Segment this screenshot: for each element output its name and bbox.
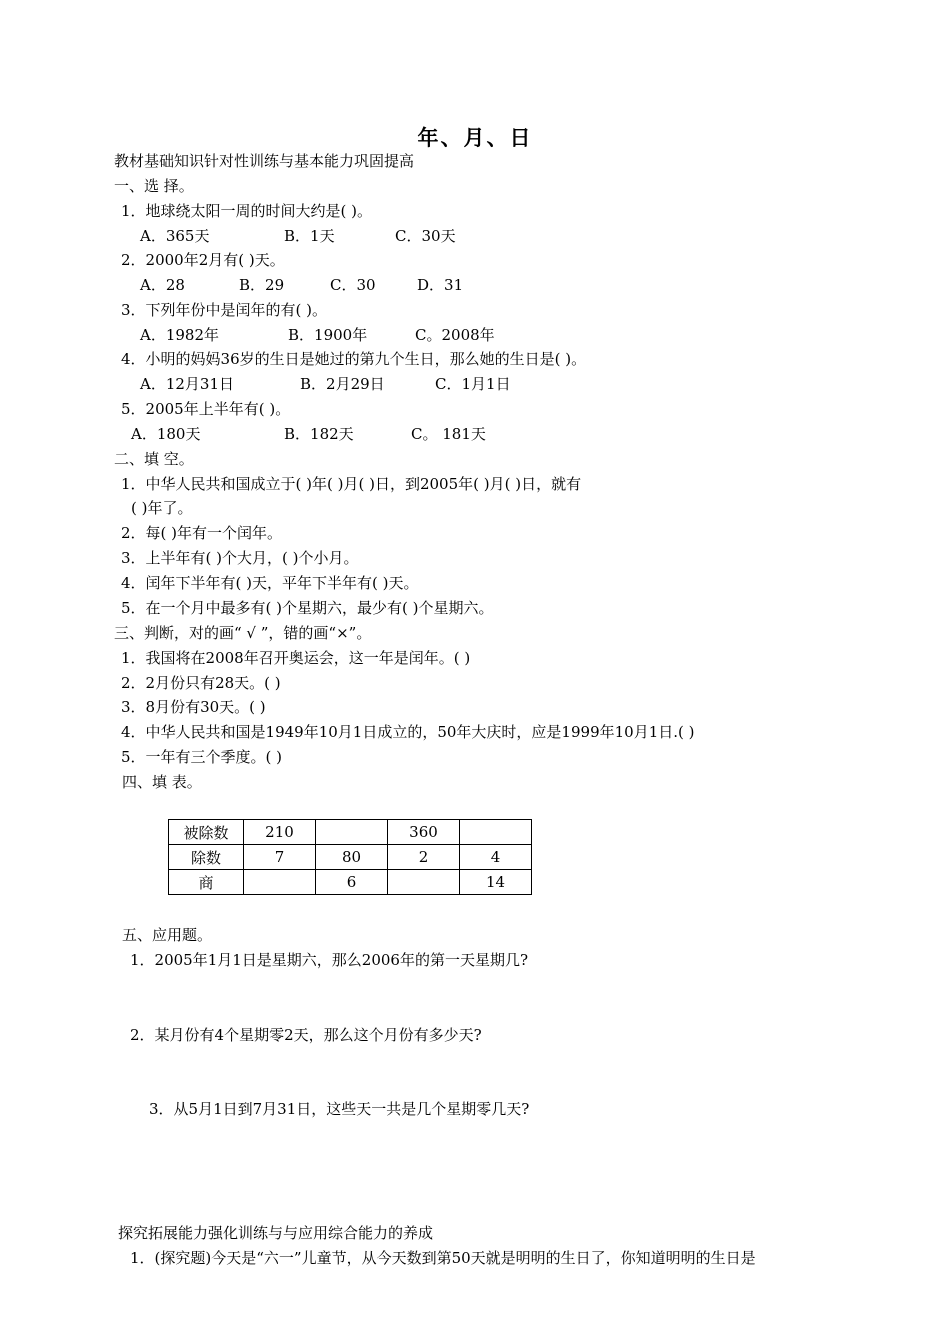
s1-q3-text: 3．下列年份中是闰年的有( )。 bbox=[121, 301, 328, 319]
section5-heading: 五、应用题。 bbox=[122, 926, 213, 944]
s1-q5-option-a: A．180天 bbox=[131, 425, 201, 443]
s1-q5-option-c: C。 181天 bbox=[411, 425, 486, 443]
s1-q3-option-a: A．1982年 bbox=[140, 326, 220, 344]
s3-q3-text: 3．8月份有30天。( ) bbox=[121, 698, 266, 716]
table-cell: 14 bbox=[460, 870, 532, 895]
s1-q2-option-c: C．30 bbox=[330, 276, 376, 294]
section6-heading: 探究拓展能力强化训练与与应用综合能力的养成 bbox=[118, 1224, 434, 1242]
table-cell: 商 bbox=[169, 870, 244, 895]
s1-q4-text: 4．小明的妈妈36岁的生日是她过的第九个生日，那么她的生日是( )。 bbox=[121, 350, 587, 368]
table-row bbox=[169, 870, 532, 895]
table-cell: 6 bbox=[316, 870, 388, 895]
s2-q4-text: 4．闰年下半年有( )天，平年下半年有( )天。 bbox=[121, 574, 419, 592]
s1-q4-option-a: A．12月31日 bbox=[140, 375, 235, 393]
s1-q5-text: 5．2005年上半年有( )。 bbox=[121, 400, 291, 418]
section3-heading: 三、判断，对的画“ √ ”，错的画“×”。 bbox=[114, 624, 372, 642]
s1-q5-option-b: B．182天 bbox=[284, 425, 354, 443]
s1-q3-option-b: B．1900年 bbox=[288, 326, 368, 344]
s2-q3-text: 3．上半年有( )个大月，( )个小月。 bbox=[121, 549, 359, 567]
s3-q2-text: 2．2月份只有28天。( ) bbox=[121, 674, 281, 692]
table-row bbox=[169, 820, 532, 845]
section1-heading: 一、选 择。 bbox=[114, 177, 194, 195]
table-cell: 被除数 bbox=[169, 820, 244, 845]
s1-q2-option-a: A．28 bbox=[140, 276, 185, 294]
table-cell bbox=[316, 820, 388, 845]
s2-q1-text: 1．中华人民共和国成立于( )年( )月( )日，到2005年( )月( )日，就有 bbox=[121, 475, 582, 493]
s1-q1-option-b: B．1天 bbox=[284, 227, 335, 245]
s5-q1-text: 1．2005年1月1日是星期六，那么2006年的第一天星期几? bbox=[130, 951, 529, 969]
s2-q2-text: 2．每( )年有一个闰年。 bbox=[121, 524, 283, 542]
s3-q1-text: 1．我国将在2008年召开奥运会，这一年是闰年。( ) bbox=[121, 649, 471, 667]
table-cell: 7 bbox=[244, 845, 316, 870]
s6-q1-text: 1．(探究题)今天是“六一”儿童节，从今天数到第50天就是明明的生日了，你知道明明的生日是 bbox=[130, 1249, 756, 1267]
s2-q5-text: 5．在一个月中最多有( )个星期六，最少有( )个星期六。 bbox=[121, 599, 494, 617]
s1-q2-option-b: B．29 bbox=[239, 276, 285, 294]
table-cell: 210 bbox=[244, 820, 316, 845]
s5-q3-text: 3．从5月1日到7月31日，这些天一共是几个星期零几天? bbox=[149, 1100, 530, 1118]
s1-q1-text: 1．地球绕太阳一周的时间大约是( )。 bbox=[121, 202, 373, 220]
s1-q4-option-b: B．2月29日 bbox=[300, 375, 385, 393]
table-cell bbox=[244, 870, 316, 895]
table-row bbox=[169, 845, 532, 870]
division-table bbox=[168, 819, 532, 895]
s1-q3-option-c: C。2008年 bbox=[415, 326, 495, 344]
s3-q5-text: 5．一年有三个季度。( ) bbox=[121, 748, 283, 766]
s1-q1-option-a: A．365天 bbox=[140, 227, 210, 245]
s1-q2-option-d: D．31 bbox=[417, 276, 464, 294]
table-cell: 除数 bbox=[169, 845, 244, 870]
table-cell: 360 bbox=[388, 820, 460, 845]
table-cell bbox=[460, 820, 532, 845]
s1-q2-text: 2．2000年2月有( )天。 bbox=[121, 251, 285, 269]
s1-q1-option-c: C．30天 bbox=[395, 227, 456, 245]
subtitle: 教材基础知识针对性训练与基本能力巩固提高 bbox=[114, 152, 415, 170]
s5-q2-text: 2．某月份有4个星期零2天，那么这个月份有多少天? bbox=[130, 1026, 482, 1044]
page-title: 年、月、日 bbox=[417, 125, 533, 150]
table-cell: 80 bbox=[316, 845, 388, 870]
table-cell: 2 bbox=[388, 845, 460, 870]
s2-q1-continued: ( )年了。 bbox=[131, 499, 193, 517]
table-cell: 4 bbox=[460, 845, 532, 870]
section4-heading: 四、填 表。 bbox=[122, 773, 202, 791]
table-cell bbox=[388, 870, 460, 895]
s1-q4-option-c: C．1月1日 bbox=[435, 375, 511, 393]
s3-q4-text: 4．中华人民共和国是1949年10月1日成立的，50年大庆时，应是1999年10月1日.( ) bbox=[121, 723, 695, 741]
section2-heading: 二、填 空。 bbox=[114, 450, 194, 468]
